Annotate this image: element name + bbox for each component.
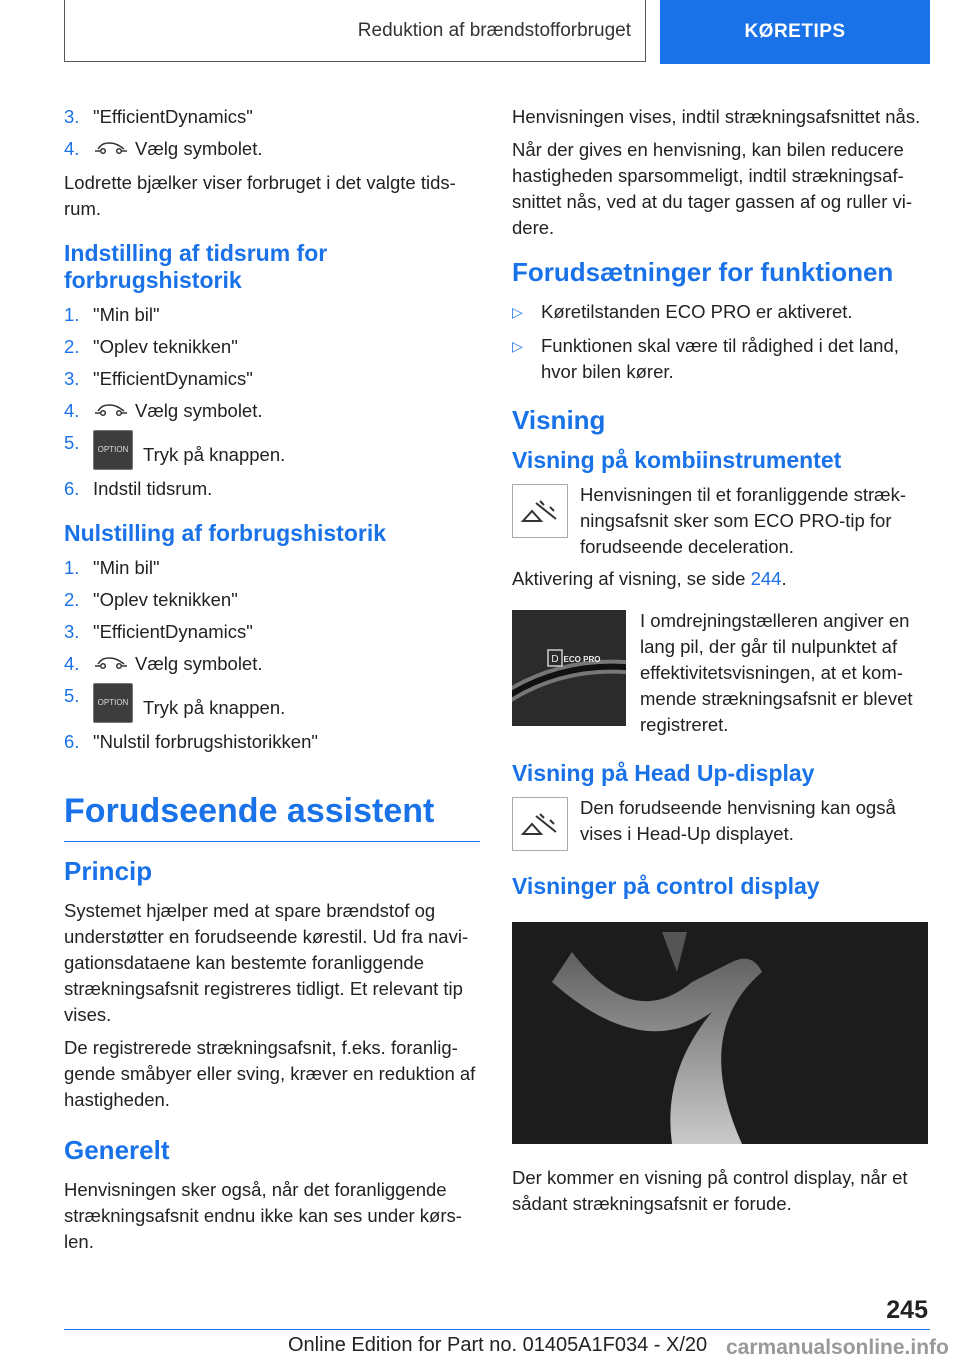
gear-indicator: D	[551, 654, 559, 665]
right-column	[512, 104, 928, 1224]
hud-heading: Visning på Head Up-display	[512, 760, 815, 786]
step-text: "Min bil"	[93, 557, 160, 578]
triangle-bullet-icon: ▷	[512, 304, 523, 320]
step-text: "Oplev teknikken"	[93, 589, 238, 610]
step-number: 3.	[64, 106, 80, 127]
page-header	[64, 0, 930, 64]
period-steps	[64, 302, 480, 502]
step-text: "Min bil"	[93, 304, 160, 325]
car-symbol-icon	[93, 655, 129, 671]
option-button-icon: OPTION	[93, 683, 133, 723]
activation-suffix: .	[781, 568, 787, 589]
step-number: 6.	[64, 478, 80, 499]
chapter-tab: KØRETIPS	[660, 0, 930, 64]
cluster-hint-text: Henvisningen til et foranliggende stræk-ningsafsnit sker som ECO PRO-tip for forudseende deceleration.	[580, 484, 906, 557]
section-title: Reduktion af brændstofforbruget	[64, 0, 646, 62]
list-item	[64, 587, 480, 613]
hud-text: Den forudseende henvisning kan også vises i Head-Up displayet.	[580, 797, 896, 844]
display-heading: Visning	[512, 405, 606, 435]
step-text: "EfficientDynamics"	[93, 368, 253, 389]
step-text: Indstil tidsrum.	[93, 478, 213, 499]
left-column	[64, 104, 480, 1262]
intro-text: Lodrette bjælker viser forbruget i det valgte tids-rum.	[64, 172, 456, 219]
intro-steps	[64, 104, 480, 162]
road-curve-image	[512, 922, 928, 1144]
principle-paragraph-1: Systemet hjælper med at spare brændstof og understøtter en forudseende kørestil. Ud fra navi-gationsdataene kan bestemte foranliggende strækningsafsnit registreres tidligt. Et relevant tip vises.	[64, 900, 469, 1025]
period-heading: Indstilling af tidsrum for forbrugshistorik	[64, 240, 328, 293]
car-symbol-icon	[93, 402, 129, 418]
hud-row	[512, 795, 928, 851]
step-text: "Nulstil forbrugshistorikken"	[93, 731, 318, 752]
cluster-hint-row	[512, 482, 928, 560]
control-heading: Visninger på control display	[512, 873, 820, 899]
step-number: 1.	[64, 304, 80, 325]
bullet-text: Funktionen skal være til rådighed i det land, hvor bilen kører.	[541, 335, 899, 382]
info-paragraph-2: Når der gives en henvisning, kan bilen reducere hastigheden sparsommeligt, indtil strækningsaf-snittet nås, ved at du tager gassen af og ruller vi-dere.	[512, 139, 913, 238]
triangle-bullet-icon: ▷	[512, 338, 523, 354]
step-text: "EfficientDynamics"	[93, 106, 253, 127]
step-number: 3.	[64, 368, 80, 389]
step-text: Tryk på knappen.	[143, 697, 286, 718]
list-item	[64, 430, 480, 470]
principle-heading: Princip	[64, 856, 153, 886]
list-item	[512, 299, 928, 325]
step-number: 2.	[64, 336, 80, 357]
list-item	[64, 683, 480, 723]
step-number: 3.	[64, 621, 80, 642]
list-item	[64, 366, 480, 392]
page-number: 245	[886, 1296, 928, 1324]
eco-pro-label: ECO PRO	[563, 655, 601, 664]
option-button-icon: OPTION	[93, 430, 133, 470]
step-number: 5.	[64, 432, 80, 453]
list-item	[64, 302, 480, 328]
step-text: Vælg symbolet.	[135, 653, 263, 674]
step-number: 4.	[64, 400, 80, 421]
tacho-row	[512, 608, 928, 738]
tachometer-image	[512, 610, 626, 726]
prereq-heading: Forudsætninger for funktionen	[512, 257, 894, 287]
step-text: Tryk på knappen.	[143, 444, 286, 465]
watermark: carmanualsonline.info	[726, 1336, 949, 1359]
general-heading: Generelt	[64, 1135, 170, 1165]
eco-pro-hint-icon	[512, 797, 568, 851]
control-text: Der kommer en visning på control display, når et sådant strækningsafsnit er forude.	[512, 1167, 908, 1214]
info-paragraph-1: Henvisningen vises, indtil strækningsafsnittet nås.	[512, 106, 921, 127]
step-number: 2.	[64, 589, 80, 610]
activation-prefix: Aktivering af visning, se side	[512, 568, 751, 589]
list-item	[64, 555, 480, 581]
car-symbol-icon	[93, 140, 129, 156]
cluster-heading: Visning på kombiinstrumentet	[512, 447, 842, 473]
step-number: 4.	[64, 653, 80, 674]
main-heading: Forudseende assistent	[64, 789, 480, 842]
reset-heading: Nulstilling af forbrugshistorik	[64, 520, 387, 546]
list-item	[512, 333, 928, 385]
step-number: 5.	[64, 685, 80, 706]
step-number: 1.	[64, 557, 80, 578]
tacho-text: I omdrejningstælleren angiver en lang pil, der går til nulpunktet af effektivitetsvisningen, at et kom-mende strækningsafsnit er blevet registreret.	[640, 610, 913, 735]
list-item	[64, 136, 480, 162]
principle-paragraph-2: De registrerede strækningsafsnit, f.eks. foranlig-gende småbyer eller sving, kræver en reduktion af hastigheden.	[64, 1037, 476, 1110]
list-item	[64, 729, 480, 755]
list-item	[64, 398, 480, 424]
step-text: "EfficientDynamics"	[93, 621, 253, 642]
step-text: Vælg symbolet.	[135, 400, 263, 421]
list-item	[64, 104, 480, 130]
step-text: "Oplev teknikken"	[93, 336, 238, 357]
reset-steps	[64, 555, 480, 755]
step-text: Vælg symbolet.	[135, 138, 263, 159]
page-link[interactable]: 244	[750, 568, 782, 589]
step-number: 6.	[64, 731, 80, 752]
bullet-text: Køretilstanden ECO PRO er aktiveret.	[541, 301, 853, 322]
eco-pro-hint-icon	[512, 484, 568, 538]
list-item	[64, 651, 480, 677]
activation-text	[512, 566, 928, 592]
list-item	[64, 476, 480, 502]
step-number: 4.	[64, 138, 80, 159]
list-item	[64, 334, 480, 360]
footer-divider	[64, 1329, 930, 1330]
general-paragraph: Henvisningen sker også, når det foranliggende strækningsafsnit endnu ikke kan ses under kørs-len.	[64, 1179, 462, 1252]
edition-text: Online Edition for Part no. 01405A1F034 - X/20	[288, 1334, 708, 1356]
list-item	[64, 619, 480, 645]
